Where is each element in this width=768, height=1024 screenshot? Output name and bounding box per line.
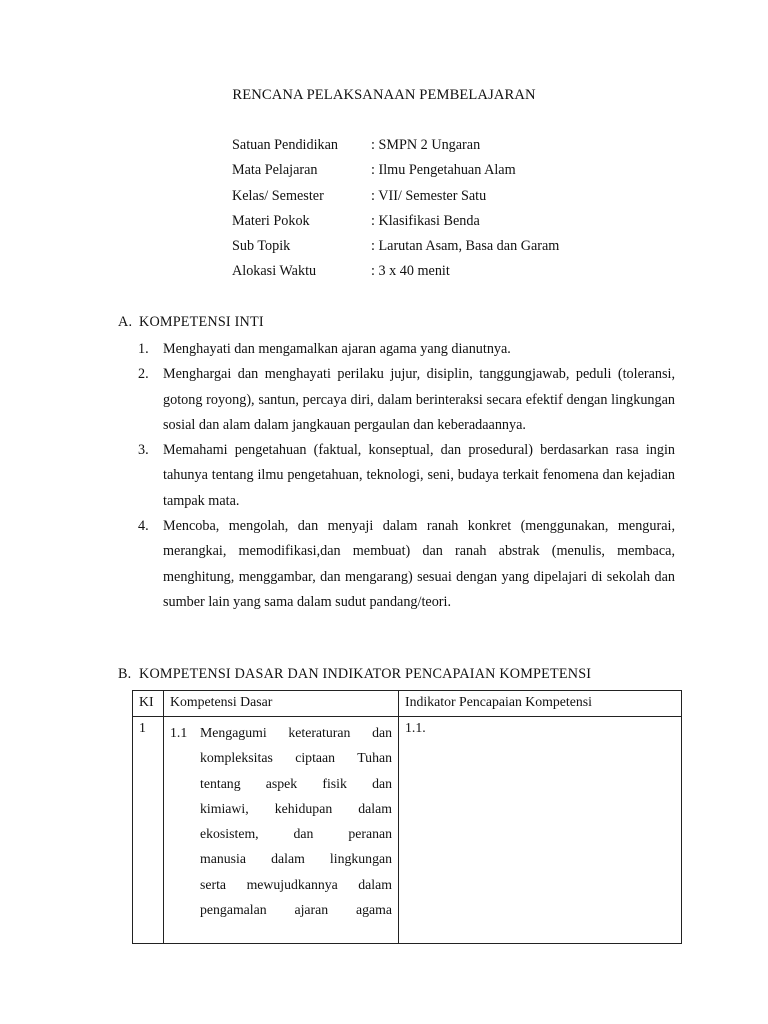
meta-row	[232, 212, 692, 237]
kompetensi-dasar-table	[132, 690, 682, 944]
table-row	[133, 717, 682, 944]
item-text: Memahami pengetahuan (faktual, konseptual, dan prosedural) berdasarkan rasa ingin tahunya tentang ilmu pengetahuan, teknologi, seni, budaya terkait fenomena dan kejadian tampak mata.	[163, 442, 675, 509]
meta-row	[232, 136, 692, 161]
meta-value: : Klasifikasi Benda	[371, 212, 480, 229]
item-text: Menghayati dan mengamalkan ajaran agama yang dianutnya.	[163, 341, 511, 357]
meta-label: Mata Pelajaran	[232, 162, 318, 179]
meta-value: : VII/ Semester Satu	[371, 187, 487, 204]
meta-row	[232, 187, 692, 212]
item-number: 1.	[138, 341, 149, 357]
column-header-indikator: Indikator Pencapaian Kompetensi	[399, 691, 682, 717]
identity-block	[232, 136, 692, 288]
kd-line: serta mewujudkannya dalam	[200, 876, 392, 892]
kd-line: Mengagumi keteraturan dan	[200, 725, 392, 740]
kd-line: ekosistem, dan peranan	[200, 826, 392, 842]
list-item	[138, 514, 675, 615]
meta-value: : SMPN 2 Ungaran	[371, 137, 481, 153]
item-text: Mencoba, mengolah, dan menyaji dalam ranah konkret (menggunakan, mengurai, merangkai, memodifikasi,dan membuat) dan ranah abstrak (menulis, membaca, menghitung, menggambar, dan mengarang) sesuai dengan yang dipelajari di sekolah dan sumber lain yang sama dalam sudut pandang/teori.	[163, 518, 675, 610]
meta-label: Alokasi Waktu	[232, 263, 317, 280]
meta-value: : Larutan Asam, Basa dan Garam	[371, 238, 560, 255]
list-item	[138, 362, 675, 438]
section-title: KOMPETENSI DASAR DAN INDIKATOR PENCAPAIAN KOMPETENSI	[139, 666, 592, 682]
item-number: 3.	[138, 442, 149, 459]
kd-line: manusia dalam lingkungan	[200, 851, 392, 867]
meta-label: Satuan Pendidikan	[232, 137, 338, 153]
column-header-ki: KI	[133, 691, 164, 717]
meta-label: Kelas/ Semester	[232, 187, 324, 204]
list-item	[138, 438, 675, 514]
section-marker: A.	[118, 314, 133, 330]
cell-indikator: 1.1.	[399, 717, 682, 944]
kompetensi-inti-list	[138, 337, 675, 615]
kd-line: kompleksitas ciptaan Tuhan	[200, 750, 392, 766]
table-header-row	[133, 691, 682, 717]
kd-line: pengamalan ajaran agama	[200, 902, 392, 918]
cell-ki: 1	[133, 717, 164, 944]
item-number: 2.	[138, 366, 149, 383]
meta-row	[232, 161, 692, 186]
item-text: Menghargai dan menghayati perilaku jujur, disiplin, tanggungjawab, peduli (toleransi, gotong royong), santun, percaya diri, dalam berinteraksi secara efektif dengan lingkungan sosial dan alam dalam jangkauan pergaulan dan keberadaannya.	[163, 366, 675, 433]
meta-row	[232, 262, 692, 287]
meta-row	[232, 237, 692, 262]
item-number: 4.	[138, 518, 149, 535]
meta-value: : Ilmu Pengetahuan Alam	[371, 162, 516, 179]
cell-kompetensi-dasar	[164, 717, 399, 944]
document-title: RENCANA PELAKSANAAN PEMBELAJARAN	[232, 87, 536, 103]
section-a-heading	[118, 314, 678, 331]
kd-number: 1.1	[170, 725, 188, 740]
kd-line: kimiawi, kehidupan dalam	[200, 800, 392, 816]
section-title: KOMPETENSI INTI	[139, 314, 264, 330]
list-item	[138, 337, 675, 362]
column-header-kompetensi-dasar: Kompetensi Dasar	[164, 691, 399, 717]
meta-label: Materi Pokok	[232, 212, 310, 229]
kd-line: tentang aspek fisik dan	[200, 775, 392, 791]
kd-text	[200, 720, 392, 922]
section-marker: B.	[118, 666, 132, 682]
meta-label: Sub Topik	[232, 238, 291, 255]
meta-value: : 3 x 40 menit	[371, 263, 450, 280]
section-b-heading	[118, 666, 698, 683]
